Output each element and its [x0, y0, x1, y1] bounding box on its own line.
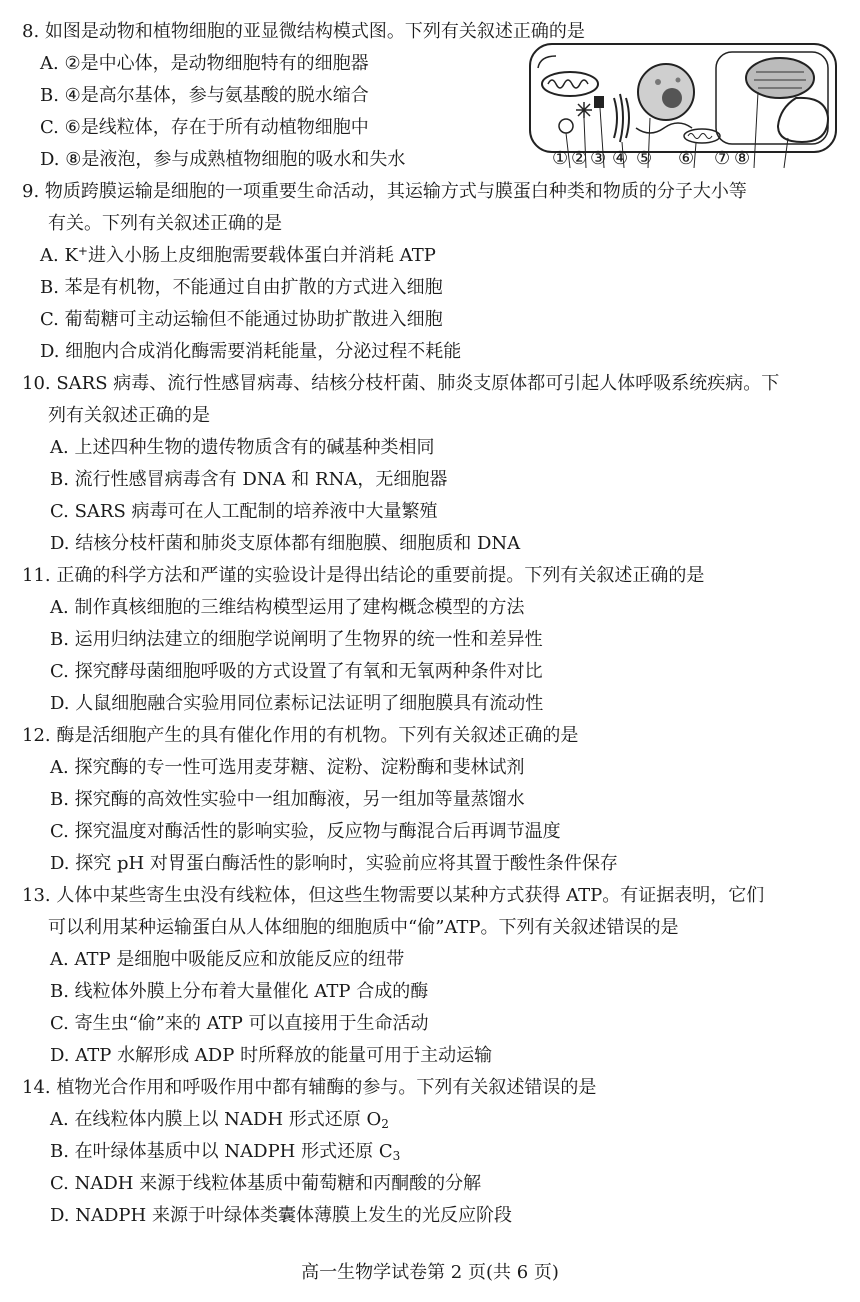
question-12-stem: 12. 酶是活细胞产生的具有催化作用的有机物。下列有关叙述正确的是: [22, 725, 579, 746]
question-12-option-a: A. 探究酶的专一性可选用麦芽糖、淀粉、淀粉酶和斐林试剂: [50, 757, 525, 778]
question-14-stem: 14. 植物光合作用和呼吸作用中都有辅酶的参与。下列有关叙述错误的是: [22, 1077, 597, 1098]
page-footer: 高一生物学试卷第 2 页(共 6 页): [301, 1262, 559, 1283]
q9-a-text-rest: 进入小肠上皮细胞需要载体蛋白并消耗 ATP: [87, 245, 436, 266]
q14-b-subscript: 3: [392, 1149, 401, 1163]
question-13-option-a: A. ATP 是细胞中吸能反应和放能反应的纽带: [50, 949, 405, 970]
question-8-option-c: C. ⑥是线粒体，存在于所有动植物细胞中: [40, 117, 369, 138]
question-13-stem-line-1: 13. 人体中某些寄生虫没有线粒体，但这些生物需要以某种方式获得 ATP。有证据表明，它们: [22, 885, 765, 906]
question-14-option-c: C. NADH 来源于线粒体基质中葡萄糖和丙酮酸的分解: [50, 1173, 482, 1194]
q14-b-text: B. 在叶绿体基质中以 NADPH 形式还原 C: [50, 1141, 393, 1162]
question-8-stem: 8. 如图是动物和植物细胞的亚显微结构模式图。下列有关叙述正确的是: [22, 21, 585, 42]
question-14-option-d: D. NADPH 来源于叶绿体类囊体薄膜上发生的光反应阶段: [50, 1205, 512, 1226]
diagram-label-5: ⑤: [636, 148, 653, 169]
question-13-option-d: D. ATP 水解形成 ADP 时所释放的能量可用于主动运输: [50, 1045, 493, 1066]
question-8-option-b: B. ④是高尔基体，参与氨基酸的脱水缩合: [40, 85, 369, 106]
question-12-option-b: B. 探究酶的高效性实验中一组加酶液，另一组加等量蒸馏水: [50, 789, 525, 810]
question-11-option-d: D. 人鼠细胞融合实验用同位素标记法证明了细胞膜具有流动性: [50, 693, 544, 714]
question-14-option-b: [0, 1136, 860, 1168]
diagram-label-2: ②: [571, 148, 588, 169]
q9-a-superscript: +: [77, 244, 88, 258]
question-12-option-d: D. 探究 pH 对胃蛋白酶活性的影响时，实验前应将其置于酸性条件保存: [50, 853, 618, 874]
diagram-label-7: ⑦: [714, 148, 731, 169]
question-9-option-a: [0, 240, 860, 272]
question-10-option-c: C. SARS 病毒可在人工配制的培养液中大量繁殖: [50, 501, 438, 522]
diagram-label-6: ⑥: [678, 148, 695, 169]
question-10-option-d: D. 结核分枝杆菌和肺炎支原体都有细胞膜、细胞质和 DNA: [50, 533, 521, 554]
question-13-stem-line-2: 可以利用某种运输蛋白从人体细胞的细胞质中“偷”ATP。下列有关叙述错误的是: [48, 917, 679, 938]
question-11-option-a: A. 制作真核细胞的三维结构模型运用了建构概念模型的方法: [50, 597, 525, 618]
question-9-option-d: D. 细胞内合成消化酶需要消耗能量，分泌过程不耗能: [40, 341, 462, 362]
diagram-label-1: ①: [552, 148, 569, 169]
question-10-option-a: A. 上述四种生物的遗传物质含有的碱基种类相同: [50, 437, 435, 458]
diagram-label-row: [552, 146, 782, 172]
q9-a-text: A. K: [40, 245, 78, 266]
question-9-stem-line-2: 有关。下列有关叙述正确的是: [48, 213, 282, 234]
question-11-stem: 11. 正确的科学方法和严谨的实验设计是得出结论的重要前提。下列有关叙述正确的是: [22, 565, 705, 586]
question-13-option-b: B. 线粒体外膜上分布着大量催化 ATP 合成的酶: [50, 981, 429, 1002]
question-8-option-a: A. ②是中心体，是动物细胞特有的细胞器: [40, 53, 369, 74]
question-10-stem-line-2: 列有关叙述正确的是: [48, 405, 210, 426]
question-11-option-b: B. 运用归纳法建立的细胞学说阐明了生物界的统一性和差异性: [50, 629, 543, 650]
question-11-option-c: C. 探究酵母菌细胞呼吸的方式设置了有氧和无氧两种条件对比: [50, 661, 543, 682]
question-10-stem-line-1: 10. SARS 病毒、流行性感冒病毒、结核分枝杆菌、肺炎支原体都可引起人体呼吸系统疾病。下: [22, 373, 780, 394]
question-9-stem-line-1: 9. 物质跨膜运输是细胞的一项重要生命活动，其运输方式与膜蛋白种类和物质的分子大小等: [22, 181, 747, 202]
diagram-label-8: ⑧: [734, 148, 751, 169]
diagram-label-3: ③: [590, 148, 607, 169]
question-14-option-a: [0, 1104, 860, 1136]
diagram-label-4: ④: [612, 148, 629, 169]
question-9-option-b: B. 苯是有机物，不能通过自由扩散的方式进入细胞: [40, 277, 443, 298]
question-13-option-c: C. 寄生虫“偷”来的 ATP 可以直接用于生命活动: [50, 1013, 429, 1034]
q14-a-subscript: 2: [381, 1117, 389, 1131]
question-10-option-b: B. 流行性感冒病毒含有 DNA 和 RNA，无细胞器: [50, 469, 448, 490]
question-8-option-d: D. ⑧是液泡，参与成熟植物细胞的吸水和失水: [40, 149, 406, 170]
question-12-option-c: C. 探究温度对酶活性的影响实验，反应物与酶混合后再调节温度: [50, 821, 561, 842]
question-9-option-c: C. 葡萄糖可主动运输但不能通过协助扩散进入细胞: [40, 309, 443, 330]
q14-a-text: A. 在线粒体内膜上以 NADH 形式还原 O: [50, 1109, 382, 1130]
